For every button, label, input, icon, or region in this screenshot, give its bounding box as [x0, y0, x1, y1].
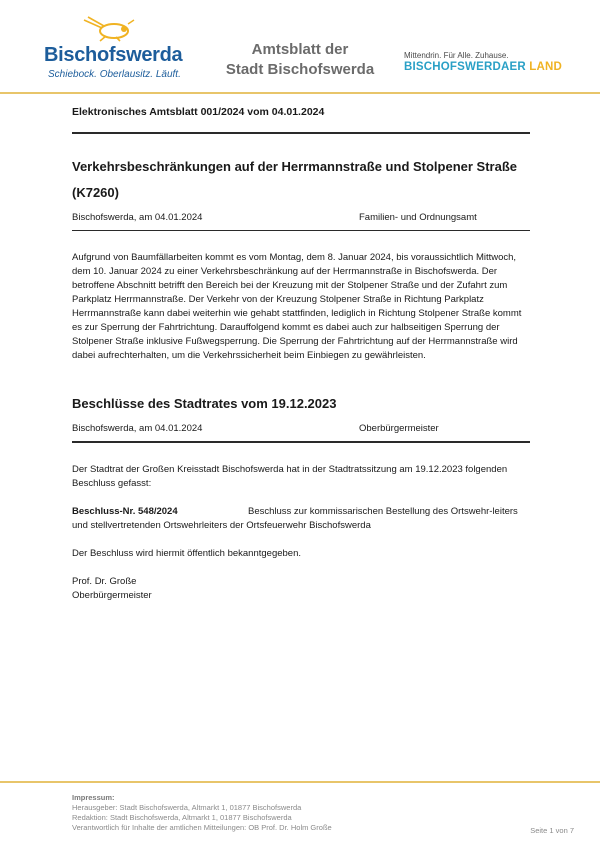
footer-divider [0, 781, 600, 783]
gazette-title-line1: Amtsblatt der [251, 41, 349, 58]
brand-name-main: BISCHOFSWERDAER [404, 61, 526, 73]
header-divider [0, 92, 600, 94]
gazette-title-line2: Stadt Bischofswerda [225, 61, 375, 78]
publication-notice: Der Beschluss wird hiermit öffentlich bekanntgegeben. [72, 547, 302, 559]
imprint [72, 793, 584, 833]
brand-name [404, 61, 584, 73]
article2-intro: Der Stadtrat der Großen Kreisstadt Bischofswerda hat in der Stadtratssitzung am 19.12.2023 folgenden Beschluss gefasst: [72, 463, 508, 489]
imprint-editorial: Redaktion: Stadt Bischofswerda, Altmarkt 1, 01877 Bischofswerda [72, 813, 292, 822]
article1-title [72, 154, 530, 206]
signature-role: Oberbürgermeister [72, 589, 152, 601]
page-number: Seite 1 von 7 [530, 826, 574, 835]
decision-number: Beschluss-Nr. 548/2024 [72, 505, 178, 517]
region-brand [404, 51, 584, 73]
decision-entry [72, 505, 530, 533]
article1-place-date: Bischofswerda, am 04.01.2024 [72, 211, 203, 223]
article2-title: Beschlüsse des Stadtrates vom 19.12.2023 [72, 396, 337, 411]
logo-name: Bischofswerda [44, 44, 183, 66]
cricket-logo-icon [80, 14, 136, 42]
article1-meta [72, 206, 530, 230]
article1-body: Aufgrund von Baumfällarbeiten kommt es vom Montag, dem 8. Januar 2024, bis voraussichtlich Mittwoch, dem 10. Januar 2024 zu einer Verkehrsbeschränkung auf der Herrmannstraße in Bischofswerda. Der betroffene Abschnitt betrifft den Bereich bei der Kreuzung mit der Stolpener Straße und der Zufahrt zum Parkplatz Herrmannstraße. Der Verkehr von der Kreuzung Stolpener Straße in Richtung Parkplatz Herrmannstraße kann dabei weiterhin wie gehabt stattfinden, lediglich in Richtung Stolpener Straße kommt es zur Sperrung der Fahrtrichtung. Darauffolgend kommt es dabei auch zur halbseitigen Sperrung der Stolpener Straße inklusive Fußwegsperrung. Die Sperrung der Fahrtrichtung auf der Herrmannstraße wird dabei aufrechterhalten, um die Verkehrssicherheit beim Einbiegen zu gewährleisten. [72, 252, 522, 361]
article1-title-line2: (K7260) [72, 184, 119, 200]
logo-tagline: Schiebock. Oberlausitz. Läuft. [48, 69, 181, 80]
brand-tagline: Mittendrin. Für Alle. Zuhause. [404, 51, 509, 60]
article1-office: Familien- und Ordnungsamt [359, 211, 477, 223]
signature-name: Prof. Dr. Große [72, 575, 137, 587]
imprint-responsible: Verantwortlich für Inhalte der amtlichen Mitteilungen: OB Prof. Dr. Holm Große [72, 823, 332, 832]
article2-place-date: Bischofswerda, am 04.01.2024 [72, 423, 203, 434]
edition-line: Elektronisches Amtsblatt 001/2024 vom 04.01.2024 [72, 106, 325, 118]
document-body [72, 102, 530, 603]
imprint-publisher: Herausgeber: Stadt Bischofswerda, Altmarkt 1, 01877 Bischofswerda [72, 803, 302, 812]
brand-name-accent: LAND [529, 61, 562, 73]
decision-text: Beschluss zur kommissarischen Bestellung des Ortswehr-leiters und stellvertretenden Ortswehrleiters der Ortsfeuerwehr Bischofswerda [72, 505, 518, 531]
page-header [0, 0, 600, 92]
article1-title-line1: Verkehrsbeschränkungen auf der Herrmannstraße und Stolpener Straße [72, 158, 518, 174]
gazette-title [200, 40, 400, 80]
article2-office: Oberbürgermeister [359, 423, 439, 434]
city-logo [44, 14, 184, 86]
article2-meta [72, 417, 530, 441]
imprint-label: Impressum: [72, 793, 115, 802]
